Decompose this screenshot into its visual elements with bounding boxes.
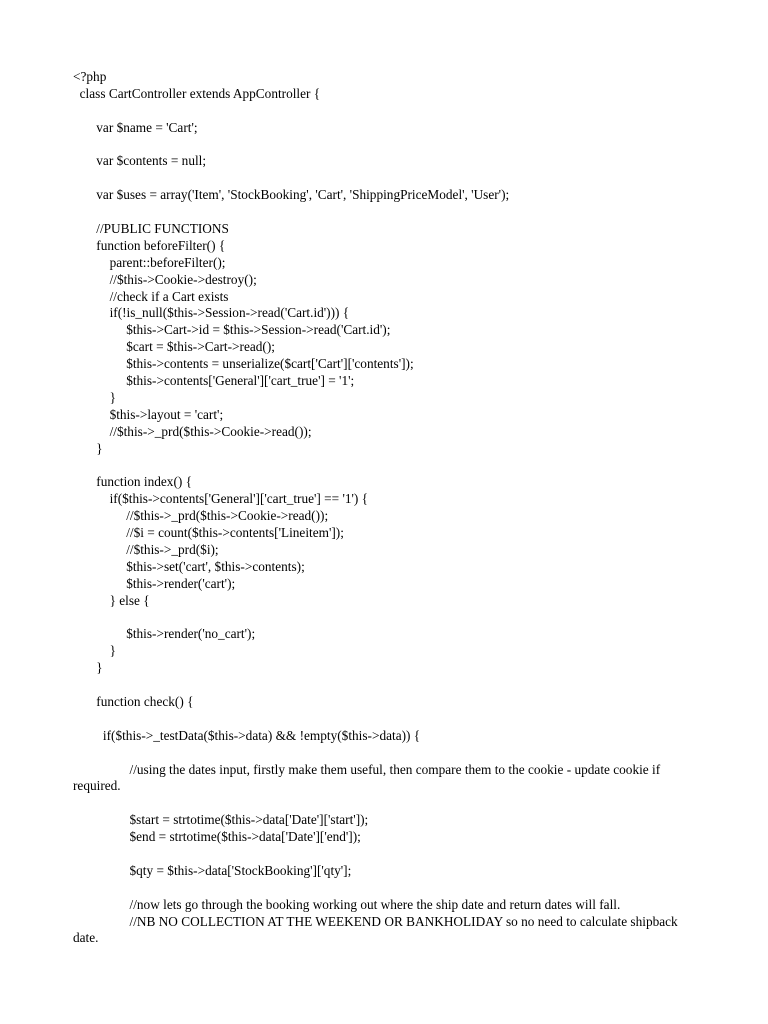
- blank-line: [73, 795, 703, 812]
- blank-line: [73, 846, 703, 863]
- code-line: //$this->Cookie->destroy();: [73, 271, 257, 287]
- code-comment-wrapped: //NB NO COLLECTION AT THE WEEKEND OR BANKHOLIDAY so no need to calculate shipback date.: [73, 913, 682, 946]
- code-line: $start = strtotime($this->data['Date']['start']);: [73, 812, 369, 828]
- code-line: class CartController extends AppController {: [73, 85, 321, 101]
- blank-line: [73, 170, 703, 187]
- code-listing: [73, 69, 703, 947]
- code-line: $this->render('cart');: [73, 575, 236, 591]
- code-line: function index() {: [73, 474, 193, 490]
- code-line: if($this->contents['General']['cart_true'] == '1') {: [73, 491, 369, 507]
- code-line: $this->layout = 'cart';: [73, 406, 224, 422]
- code-line: parent::beforeFilter();: [73, 254, 226, 270]
- blank-line: [73, 457, 703, 474]
- code-line: } else {: [73, 592, 150, 608]
- code-line: //$this->_prd($this->Cookie->read());: [73, 508, 329, 524]
- code-line: $this->contents = unserialize($cart['Cart']['contents']);: [73, 356, 414, 372]
- code-line: $end = strtotime($this->data['Date']['end']);: [73, 829, 361, 845]
- blank-line: [73, 137, 703, 154]
- code-line: $qty = $this->data['StockBooking']['qty'];: [73, 862, 352, 878]
- code-line: if(!is_null($this->Session->read('Cart.id'))) {: [73, 305, 350, 321]
- code-comment-wrapped: //using the dates input, firstly make them useful, then compare them to the cookie - update cookie if required.: [73, 761, 664, 794]
- code-line: //check if a Cart exists: [73, 288, 229, 304]
- code-line: //$i = count($this->contents['Lineitem']);: [73, 525, 344, 541]
- code-line: $this->contents['General']['cart_true'] = '1';: [73, 373, 355, 389]
- code-line: }: [73, 389, 116, 405]
- code-line: //$this->_prd($this->Cookie->read());: [73, 423, 312, 439]
- code-line: $this->render('no_cart');: [73, 626, 256, 642]
- blank-line: [73, 103, 703, 120]
- code-line: //PUBLIC FUNCTIONS: [73, 221, 229, 237]
- code-line: <?php: [73, 69, 107, 84]
- blank-line: [73, 711, 703, 728]
- code-line: }: [73, 643, 116, 659]
- code-line: $this->set('cart', $this->contents);: [73, 558, 305, 574]
- blank-line: [73, 204, 703, 221]
- code-line: function beforeFilter() {: [73, 237, 226, 253]
- code-line: if($this->_testData($this->data) && !empty($this->data)) {: [73, 727, 421, 743]
- blank-line: [73, 745, 703, 762]
- code-line: $cart = $this->Cart->read();: [73, 339, 275, 355]
- blank-line: [73, 610, 703, 627]
- code-line: //$this->_prd($i);: [73, 541, 219, 557]
- code-line: var $uses = array('Item', 'StockBooking', 'Cart', 'ShippingPriceModel', 'User');: [73, 187, 510, 203]
- blank-line: [73, 677, 703, 694]
- code-line: var $contents = null;: [73, 153, 207, 169]
- code-line: function check() {: [73, 693, 194, 709]
- blank-line: [73, 880, 703, 897]
- code-line: $this->Cart->id = $this->Session->read('Cart.id');: [73, 322, 391, 338]
- code-line: }: [73, 660, 103, 676]
- code-line: //now lets go through the booking working out where the ship date and return dates will fall.: [73, 896, 621, 912]
- code-line: }: [73, 440, 103, 456]
- code-line: var $name = 'Cart';: [73, 119, 198, 135]
